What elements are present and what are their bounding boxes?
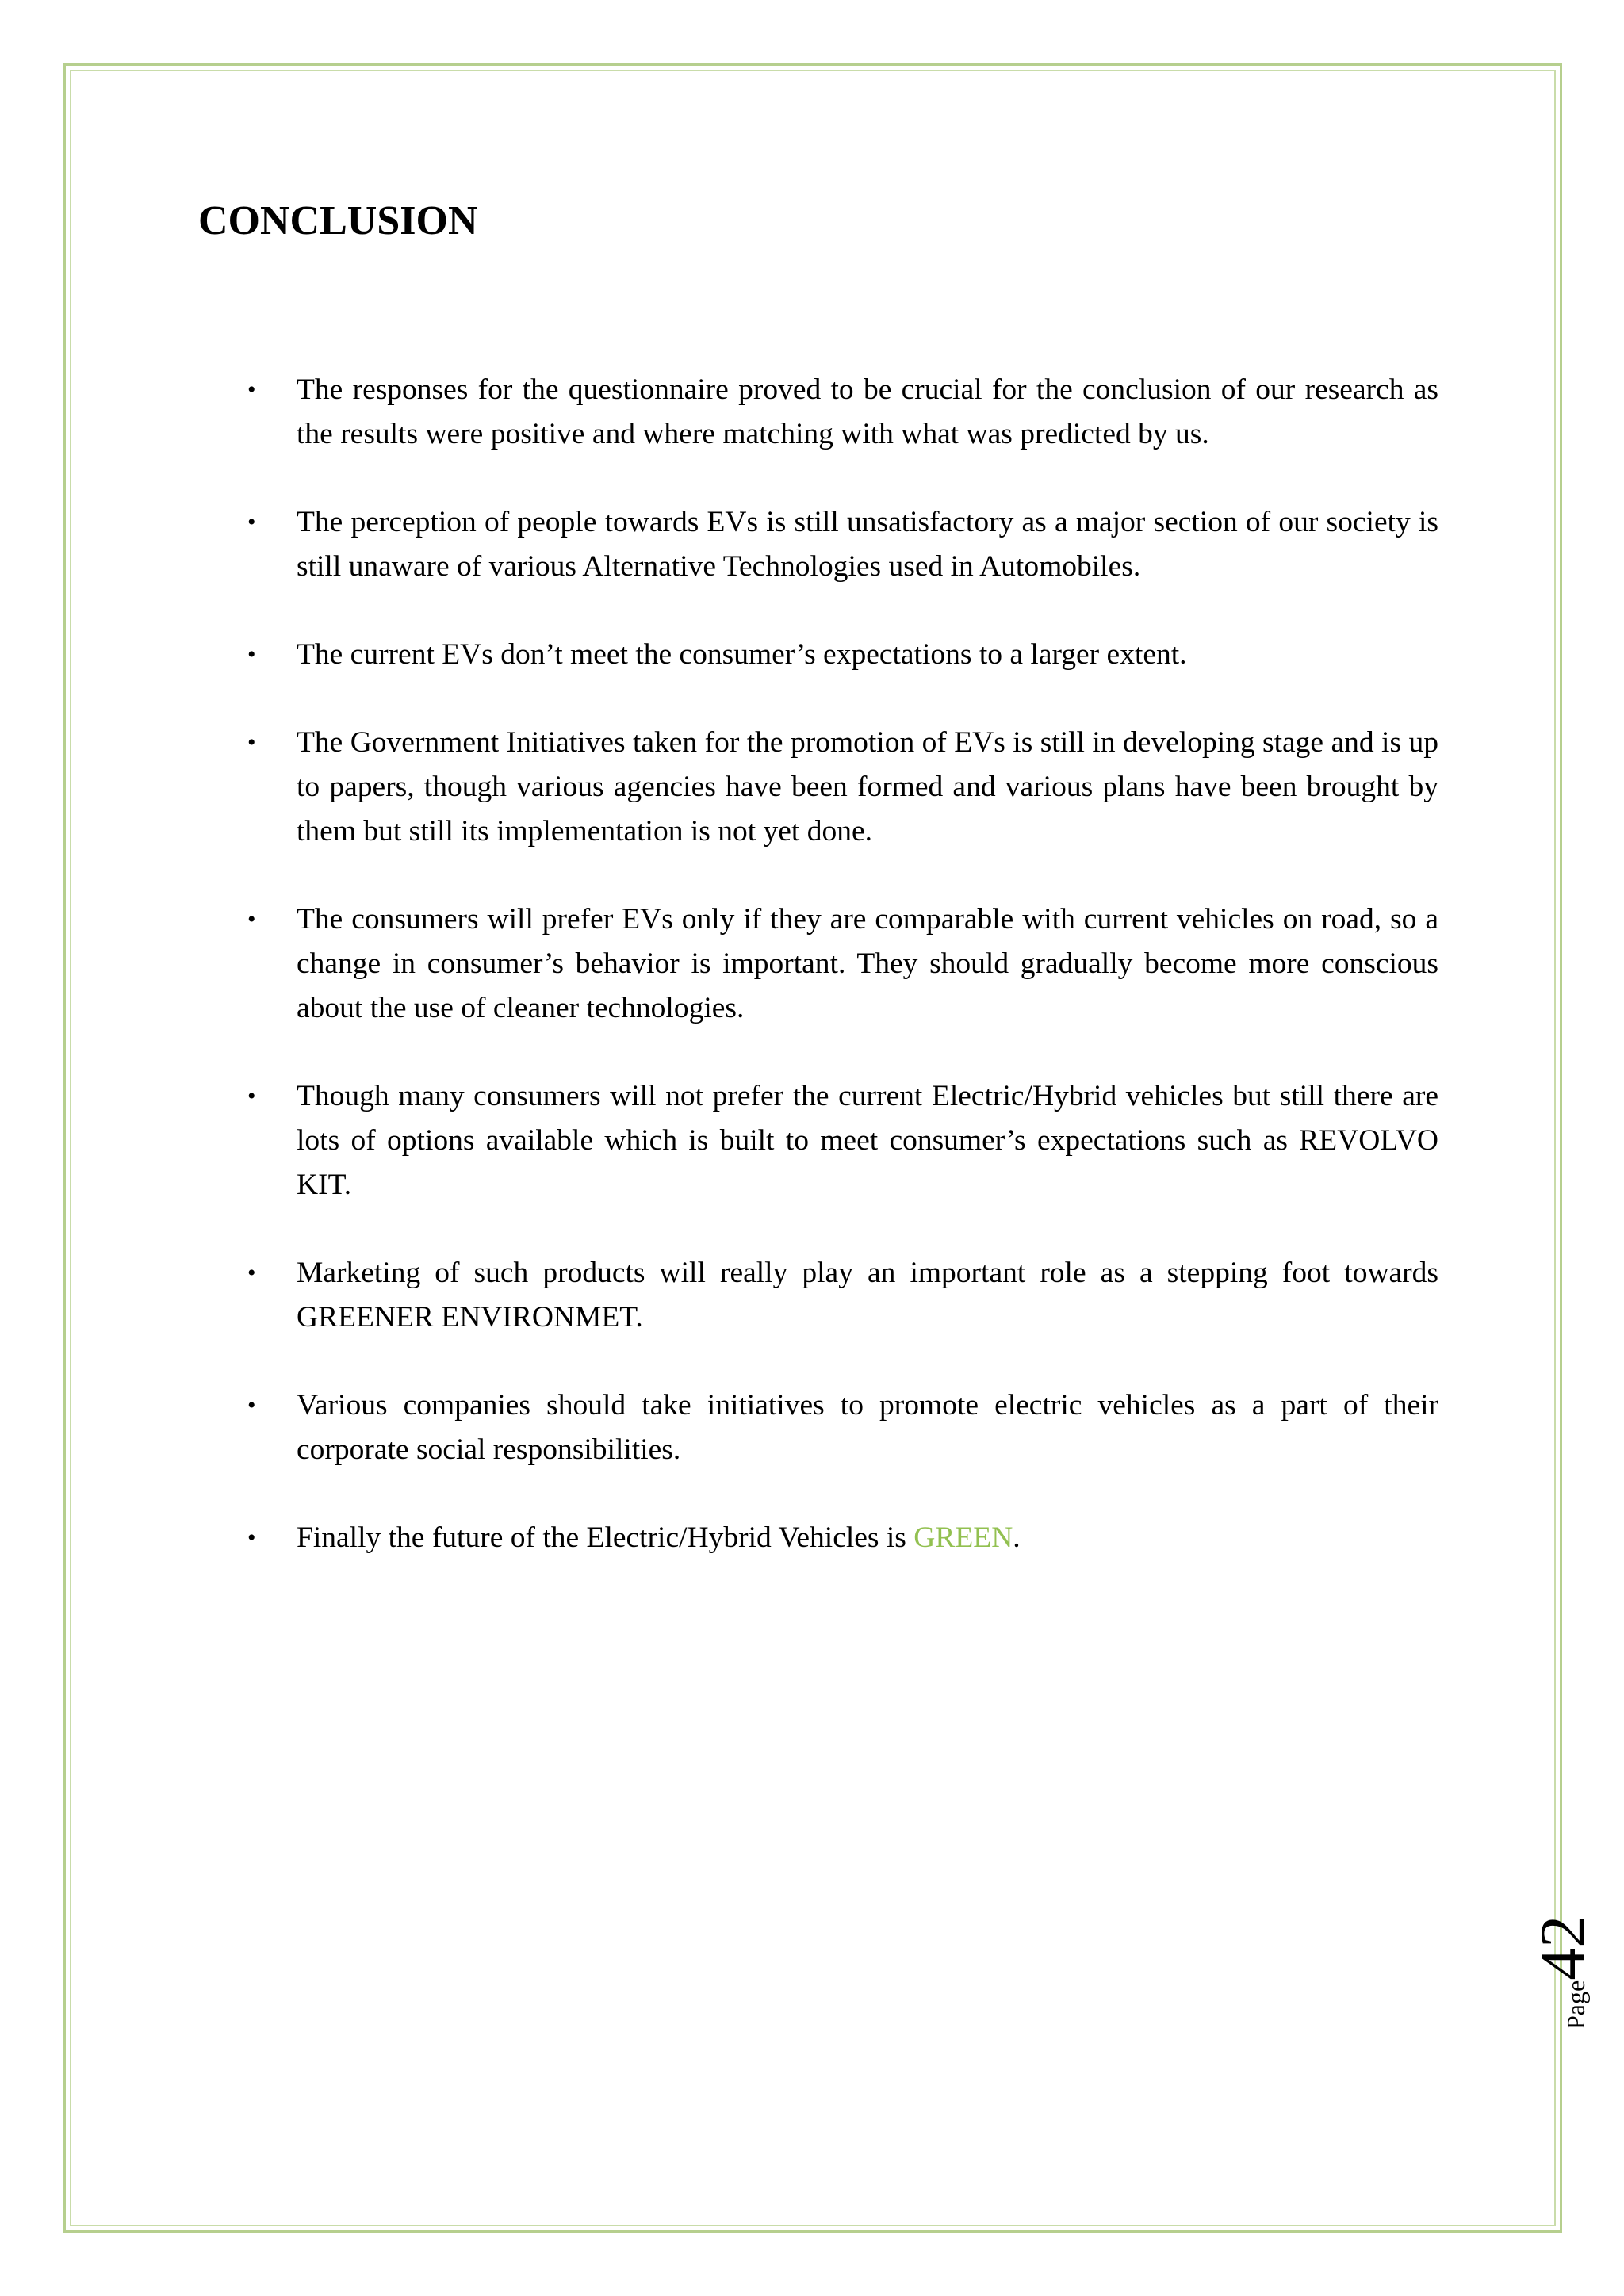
- list-item: [247, 897, 1438, 1031]
- list-item: [247, 1383, 1438, 1472]
- list-item: [247, 1074, 1438, 1207]
- bullet-icon: •: [247, 1525, 256, 1551]
- list-item: [247, 633, 1438, 677]
- bullet-icon: •: [247, 1260, 256, 1286]
- page-number-rotated: [1526, 1915, 1599, 2030]
- list-item-text: The responses for the questionnaire proved to be crucial for the conclusion of our research as the results were positive and where matching with what was predicted by us.: [297, 373, 1438, 450]
- bullet-icon: •: [247, 906, 256, 932]
- list-item: [247, 721, 1438, 854]
- list-item-text: The perception of people towards EVs is still unsatisfactory as a major section of our society is still unaware of various Alternative Technologies used in Automobiles.: [297, 506, 1438, 583]
- list-item-text: The current EVs don’t meet the consumer’s expectations to a larger extent.: [297, 638, 1187, 671]
- list-item: [247, 1251, 1438, 1340]
- bullet-icon: •: [247, 641, 256, 668]
- list-item-text: The consumers will prefer EVs only if they are comparable with current vehicles on road, so a change in consumer’s behavior is important. They should gradually become more conscious about the use of cleaner technologies.: [297, 903, 1438, 1024]
- green-highlight-word: GREEN: [914, 1521, 1013, 1554]
- page-digits: 42: [1526, 1915, 1599, 1980]
- list-item: [247, 368, 1438, 457]
- page-label: Page: [1561, 1980, 1590, 2030]
- page-title: CONCLUSION: [198, 198, 478, 243]
- list-item-text: Marketing of such products will really play an important role as a stepping foot towards GREENER ENVIRONMET.: [297, 1257, 1438, 1334]
- bullet-icon: •: [247, 509, 256, 535]
- bullet-icon: •: [247, 1392, 256, 1418]
- bullet-icon: •: [247, 377, 256, 403]
- bullet-icon: •: [247, 1083, 256, 1109]
- list-item-text: Various companies should take initiatives to promote electric vehicles as a part of their corporate social responsibilities.: [297, 1389, 1438, 1466]
- list-item: [247, 1516, 1438, 1560]
- list-item-text: The Government Initiatives taken for the promotion of EVs is still in developing stage and is up to papers, though various agencies have been formed and various plans have been brought by them but still its implementation is not yet done.: [297, 726, 1438, 848]
- list-item: [247, 500, 1438, 589]
- list-item-text: Though many consumers will not prefer the current Electric/Hybrid vehicles but still there are lots of options available which is built to meet consumer’s expectations such as REVOLVO KIT.: [297, 1080, 1438, 1201]
- list-item-text: Finally the future of the Electric/Hybrid Vehicles is: [297, 1521, 914, 1554]
- conclusion-list: [247, 368, 1438, 1604]
- bullet-icon: •: [247, 729, 256, 756]
- list-item-suffix: .: [1013, 1521, 1021, 1554]
